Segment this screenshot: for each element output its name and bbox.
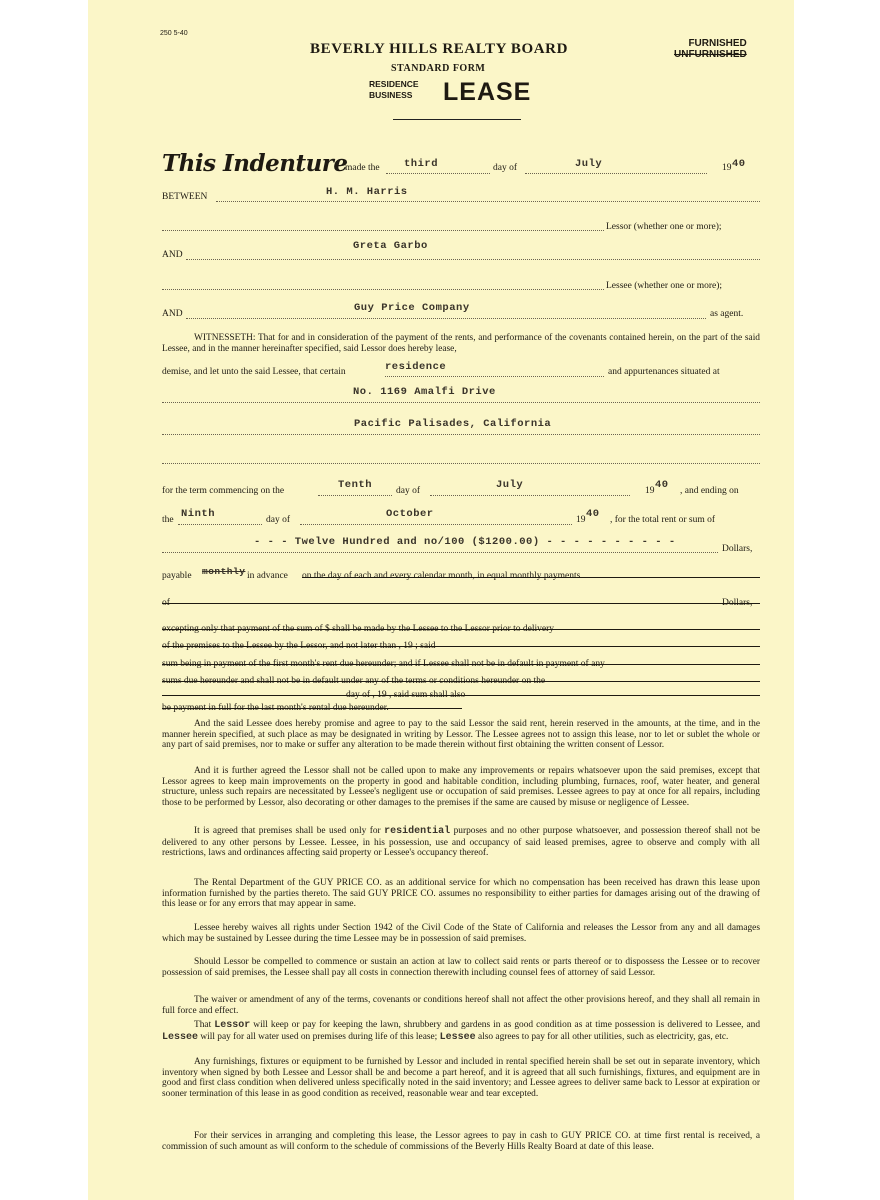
lawn-text-b: will keep or pay for keeping the lawn, shrubbery and gardens in as good condition as at time possession is delivered to Lessee, and	[253, 1020, 761, 1030]
strike-line-1	[302, 577, 760, 578]
premises-blank	[385, 376, 604, 377]
struck-clause-3: excepting only that payment of the sum of $ shall be made by the Lessee to the Lessor prior to delivery	[162, 624, 555, 634]
struck-clause-5: sum being in payment of the first month's rent due hereunder; and if Lessee shall not be in default in payment of any	[162, 659, 605, 669]
total-blank	[162, 552, 718, 553]
start-day-of-label: day of	[396, 486, 421, 496]
appurtenances-label: and appurtenances situated at	[608, 367, 720, 377]
year-prefix: 19	[722, 163, 732, 173]
payable-frequency: monthly	[202, 566, 246, 577]
strike-line-7	[162, 695, 760, 696]
in-advance-label: in advance	[247, 571, 288, 581]
strike-line-5	[162, 664, 760, 665]
term-commencing-label: for the term commencing on the	[162, 486, 285, 496]
lawn-party: Lessor	[214, 1020, 251, 1031]
end-month-blank	[300, 524, 572, 525]
covenant-paragraph-rent: And the said Lessee does hereby promise and agree to pay to the said Lessor the said rent, herein reserved in the amounts, at the time, and in the manner herein specified, at such place as may be designated in writing by Lessor. The Lessee agrees not to assign this lease, nor to let or sublet the whole or any part of said premises, nor to make or suffer any alteration to be made therein without first obtaining the written consent of Lessor.	[162, 719, 760, 751]
struck-clause-1: on the day of each and every calendar month, in equal monthly payments	[302, 571, 581, 581]
end-month-value: October	[386, 508, 434, 520]
lessor-blank-2	[162, 230, 604, 231]
covenant-paragraph-use	[162, 826, 760, 859]
ending-on-label: , and ending on	[680, 486, 739, 496]
end-the-label: the	[162, 515, 174, 525]
covenant-paragraph-lawn-utilities	[162, 1020, 760, 1043]
agent-suffix: as agent.	[710, 309, 744, 319]
address-blank-2	[162, 434, 760, 435]
lessee-blank-2	[162, 289, 604, 290]
unfurnished-label-struck: UNFURNISHED	[674, 49, 747, 60]
payable-label: payable	[162, 571, 192, 581]
made-the-label: made the	[345, 163, 380, 173]
day-of-label: day of	[493, 163, 518, 173]
premises-type: residence	[385, 361, 447, 373]
residence-business-label	[369, 79, 419, 101]
start-day-value: Tenth	[338, 479, 373, 491]
covenant-paragraph-furnishings: Any furnishings, fixtures or equipment to be furnished by Lessor and included in rental specified herein shall be set out in separate inventory, which inventory when signed by both Lessee and Lessor shall be and become a part hereof, and it is agreed that all such furnishings, fixtures, and equipment are in good and first class condition when delivered unless specifically noted in the said inventory; and Lessee agrees to deliver same back to Lessor at expiration or sooner termination of this lease in as good condition as received, reasonable wear and tear excepted.	[162, 1057, 760, 1099]
demise-label: demise, and let unto the said Lessee, that certain	[162, 367, 346, 377]
struck-clause-7: day of , 19 , said sum shall also	[346, 690, 466, 700]
address-blank-1	[162, 402, 760, 403]
furnished-label: FURNISHED	[688, 38, 747, 49]
month-blank	[525, 173, 707, 174]
struck-clause-2-of: of	[162, 598, 170, 608]
lessor-name: H. M. Harris	[326, 186, 408, 198]
struck-clause-6: sums due hereunder and shall not be in default under any of the terms or conditions hereunder on the	[162, 676, 546, 686]
witnesseth-text: WITNESSETH: That for and in consideration of the payment of the rents, and performance of the covenants contained herein, on the part of the said Lessee, and in the manner hereinafter specified, said Lessor does hereby lease,	[162, 333, 760, 354]
lease-year-value: 40	[732, 158, 746, 170]
residence-label: RESIDENCE	[369, 79, 419, 89]
indenture-heading: This Indenture	[162, 150, 348, 177]
strike-line-4	[162, 646, 760, 647]
standard-form-label: STANDARD FORM	[391, 63, 486, 74]
lessor-suffix: Lessor (whether one or more);	[606, 222, 722, 232]
form-number: 250 5-40	[160, 30, 188, 37]
start-month-value: July	[496, 479, 524, 491]
lease-title: LEASE	[443, 78, 532, 106]
utilities-party: Lessee	[439, 1031, 476, 1043]
strike-line-3	[162, 629, 760, 630]
struck-clause-4: of the premises to the Lessee by the Lessor, and not later than , 19 ; said	[162, 641, 436, 651]
furnished-status	[674, 38, 747, 60]
lessor-blank	[216, 201, 760, 202]
lawn-text-c: will pay for all water used on premises during life of this lease;	[200, 1031, 438, 1042]
lease-month-value: July	[575, 158, 603, 170]
strike-line-2	[162, 603, 760, 604]
start-day-blank	[318, 495, 392, 496]
agent-name: Guy Price Company	[354, 302, 470, 314]
lease-document	[88, 0, 794, 1200]
start-year-prefix: 19	[645, 486, 655, 496]
address-line-2: Pacific Palisades, California	[354, 418, 552, 430]
board-name: BEVERLY HILLS REALTY BOARD	[310, 41, 569, 57]
lawn-text-d: also agrees to pay for all other utilities, such as electricity, gas, etc.	[477, 1031, 729, 1042]
business-label: BUSINESS	[369, 90, 413, 100]
lessee-blank	[186, 259, 760, 260]
total-rent-label: , for the total rent or sum of	[610, 515, 716, 525]
covenant-paragraph-waiver: The waiver or amendment of any of the terms, covenants or conditions hereof shall not affect the other provisions hereof, and they shall all remain in full force and effect.	[162, 995, 760, 1016]
lessee-name: Greta Garbo	[353, 240, 428, 252]
agent-blank	[186, 318, 706, 319]
address-line-1: No. 1169 Amalfi Drive	[353, 386, 496, 398]
total-rent-value: - - - Twelve Hundred and no/100 ($1200.00) - - - - - - - - - -	[254, 536, 676, 548]
strike-line-8	[162, 708, 462, 709]
start-month-blank	[430, 495, 630, 496]
and-label-lessee: AND	[162, 250, 183, 260]
end-year-value: 40	[586, 508, 600, 520]
use-text-b: purposes and no other purpose whatsoever, and possession thereof shall not be delivered to any other persons by Lessee. Lessee, in his possession, use and occupancy of said leased premises, agree to observe and comply with all restrictions, laws and ordinances affecting said property or Lessee's occupancy thereof.	[162, 826, 761, 859]
start-year-value: 40	[655, 479, 669, 491]
end-day-of-label: day of	[266, 515, 291, 525]
dollars-label: Dollars,	[722, 544, 753, 554]
address-blank-3	[162, 463, 760, 464]
lawn-text-a: That	[194, 1020, 212, 1030]
use-text-a: It is agreed that premises shall be used only for	[194, 826, 381, 836]
end-day-blank	[178, 524, 262, 525]
day-blank	[386, 173, 490, 174]
struck-clause-8: be payment in full for the last month's rental due hereunder.	[162, 703, 389, 713]
lease-day-value: third	[404, 158, 439, 170]
strike-line-6	[162, 681, 760, 682]
covenant-paragraph-waiver-1942: Lessee hereby waives all rights under Section 1942 of the Civil Code of the State of California and releases the Lessor from any and all damages which may be sustained by Lessee during the time Lessee may be in possession of said premises.	[162, 923, 760, 944]
end-day-value: Ninth	[181, 508, 216, 520]
covenant-paragraph-repairs: And it is further agreed the Lessor shall not be called upon to make any improvements or repairs whatsoever upon the said premises, except that Lessor agrees to keep main improvements on the property in good and habitable condition, including plumbing, furnaces, roof, water heater, and general structure, unless such repairs are necessitated by Lessee's negligent use or occupation of said premises. Lessee agrees to pay at once for all repairs, including those to be performed by Lessor, also decorating or other damages to the premises if the same are caused by misuse or negligence of Lessee.	[162, 766, 760, 808]
covenant-paragraph-rental-dept: The Rental Department of the GUY PRICE CO. as an additional service for which no compensation has been received has drawn this lease upon information furnished by the parties thereto. The said GUY PRICE CO. assumes no responsibility to either parties for damages arising out of the drawing of this lease or for any errors that may appear in same.	[162, 878, 760, 910]
water-party: Lessee	[162, 1031, 199, 1043]
covenant-paragraph-commission: For their services in arranging and completing this lease, the Lessor agrees to pay in cash to GUY PRICE CO. at time first rental is received, a commission of such amount as will conform to the schedule of commissions of the Beverly Hills Realty Board at date of this lease.	[162, 1131, 760, 1152]
covenant-paragraph-action-at-law: Should Lessor be compelled to commence or sustain an action at law to collect said rents or parts thereof or to dispossess the Lessee or to recover possession of said premises, the Lessee shall pay all costs in connection therewith including counsel fees of attorney of said Lessor.	[162, 957, 760, 978]
title-divider	[393, 119, 521, 120]
end-year-prefix: 19	[576, 515, 586, 525]
and-label-agent: AND	[162, 309, 183, 319]
struck-clause-2-dollars: Dollars,	[722, 598, 753, 608]
lessee-suffix: Lessee (whether one or more);	[606, 281, 723, 291]
use-value: residential	[384, 826, 451, 837]
between-label: BETWEEN	[162, 192, 208, 202]
